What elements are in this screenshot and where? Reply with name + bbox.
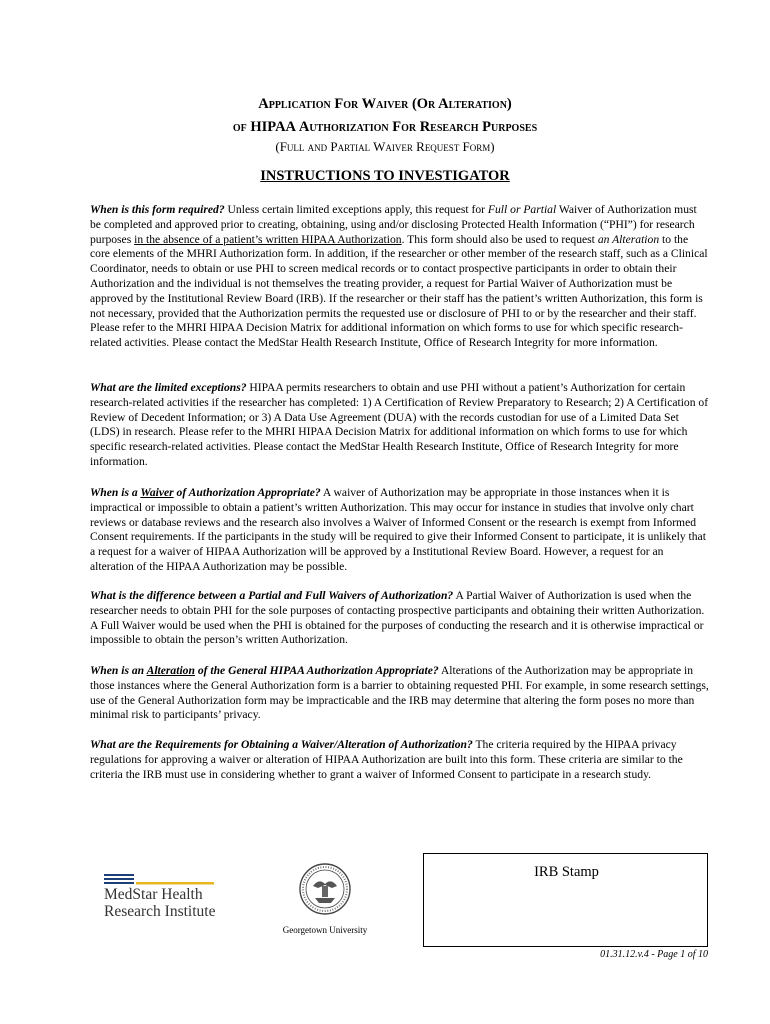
text: Alterations of the Authorization may be appropriate in those instances where the General Authorization form is a barrier to obtaining requested PHI. For example, in some research settings, use of the General Authorization form may be impracticable and the IRB may determine that altering the form poses no more than minimal risk to participants’ privacy. — [90, 664, 709, 722]
georgetown-label: Georgetown University — [282, 925, 368, 935]
section-limited-exceptions — [90, 381, 710, 470]
medstar-name: MedStar Health — [104, 886, 203, 903]
section-when-required — [90, 203, 710, 351]
question: What are the limited exceptions? — [90, 381, 247, 394]
form-title-line1: Application For Waiver (Or Alteration) — [258, 96, 512, 112]
irb-stamp-label: IRB Stamp — [534, 864, 599, 880]
text: . This form should also be used to request — [401, 232, 598, 246]
section-requirements — [90, 738, 710, 782]
form-title-hipaa: HIPAA — [250, 119, 296, 135]
question: When is this form required? — [90, 203, 225, 216]
emphasis: Full or Partial — [487, 203, 557, 216]
question: of Authorization Appropriate? — [173, 486, 321, 499]
text: A Partial Waiver of Authorization is used when the researcher needs to obtain PHI for the sole purposes of contacting prospective participants and obtaining their written Authorization. A Full Waiver would be used when the PHI is obtained for the purposes of conducting the research and it is otherwise impractical or impossible to obtain the person’s written Authorization. — [90, 589, 705, 647]
question: What is the difference between a Partial and Full Waivers of Authorization? — [90, 589, 454, 602]
page-footer: 01.31.12.v.4 - Page 1 of 10 — [600, 949, 708, 960]
emphasis: an Alteration — [597, 232, 660, 246]
irb-stamp-box — [423, 853, 708, 947]
text: Waiver of Authorization must be completed and approved prior to creating, obtaining, using and/or disclosing Protected Health Information (“PHI”) for research purposes — [90, 203, 697, 246]
question: of the General HIPAA Authorization Appropriate? — [194, 664, 439, 677]
section-alteration-appropriate — [90, 664, 710, 723]
text: to the core elements of the MHRI Authorization form. In addition, if the researcher or other member of the research staff, such as a Clinical Coordinator, needs to obtain or use PHI to screen medical records or to contact prospective participants in order to obtain their Authorization and the individual is not themselves the treating provider, a request for Partial Waiver of Authorization must be approved by the Institutional Review Board (IRB). If the researcher or their staff has the patient’s written Authorization, this form is not necessary, provided that the Authorization permits the requested use or disclosure of PHI to or by the researcher and their staff. Please refer to the MHRI HIPAA Decision Matrix for additional information on which forms to use for which specific research-related activities. Please contact the MedStar Health Research Institute, Office of Research Integrity for more information. — [90, 232, 708, 350]
question: When is an — [90, 664, 147, 677]
question-underlined: Alteration — [146, 664, 195, 677]
georgetown-seal-icon — [298, 862, 352, 916]
text: HIPAA permits researchers to obtain and use PHI without a patient’s Authorization for certain research-related activities if the researcher has completed: 1) A Certification of Review Preparatory to Research; 2) A Certification of Review of Decedent Information; or 3) A Data Use Agreement (DUA) with the records custodian for use of a Limited Data Set (LDS) in research. Please refer to the MHRI HIPAA Decision Matrix for additional information on which forms to use for which specific research-related activities. Please contact the MedStar Health Research Institute, Office of Research Integrity for more information. — [90, 381, 709, 468]
medstar-subname: Research Institute — [104, 903, 216, 920]
text: A waiver of Authorization may be appropriate in those instances when it is impractical or impossible to obtain a patient’s written Authorization. This may occur for instance in studies that involve only chart reviews or database reviews and the research also involves a Waiver of Informed Consent or the research is exempt from Informed Consent requirements. If the participants in the study will be required to give their Informed Consent to participate, it is unlikely that a request for a waiver of HIPAA Authorization will be approved by a Institutional Review Board. However, a request for an alteration of the HIPAA Authorization may be possible. — [90, 486, 706, 573]
question: When is a — [90, 486, 141, 499]
form-title-rest: Authorization For Research Purposes — [298, 119, 538, 135]
medstar-logo — [100, 868, 240, 928]
form-title-of: of — [232, 119, 247, 135]
question: What are the Requirements for Obtaining a Waiver/Alteration of Authorization? — [90, 738, 473, 751]
form-subtitle: (Full and Partial Waiver Request Form) — [275, 139, 495, 154]
instructions-heading: INSTRUCTIONS TO INVESTIGATOR — [260, 168, 510, 184]
form-title-line2 — [0, 118, 770, 136]
section-partial-vs-full — [90, 589, 710, 648]
text: The criteria required by the HIPAA privacy regulations for approving a waiver or alteration of HIPAA Authorization are built into this form. These criteria are similar to the criteria the IRB must use in considering whether to grant a waiver of Informed Consent to participate in a research study. — [90, 738, 683, 781]
underlined-text: in the absence of a patient’s written HIPAA Authorization — [134, 232, 402, 246]
question-underlined: Waiver — [140, 486, 174, 499]
text: Unless certain limited exceptions apply, this request for — [224, 203, 488, 216]
section-waiver-appropriate — [90, 486, 710, 575]
